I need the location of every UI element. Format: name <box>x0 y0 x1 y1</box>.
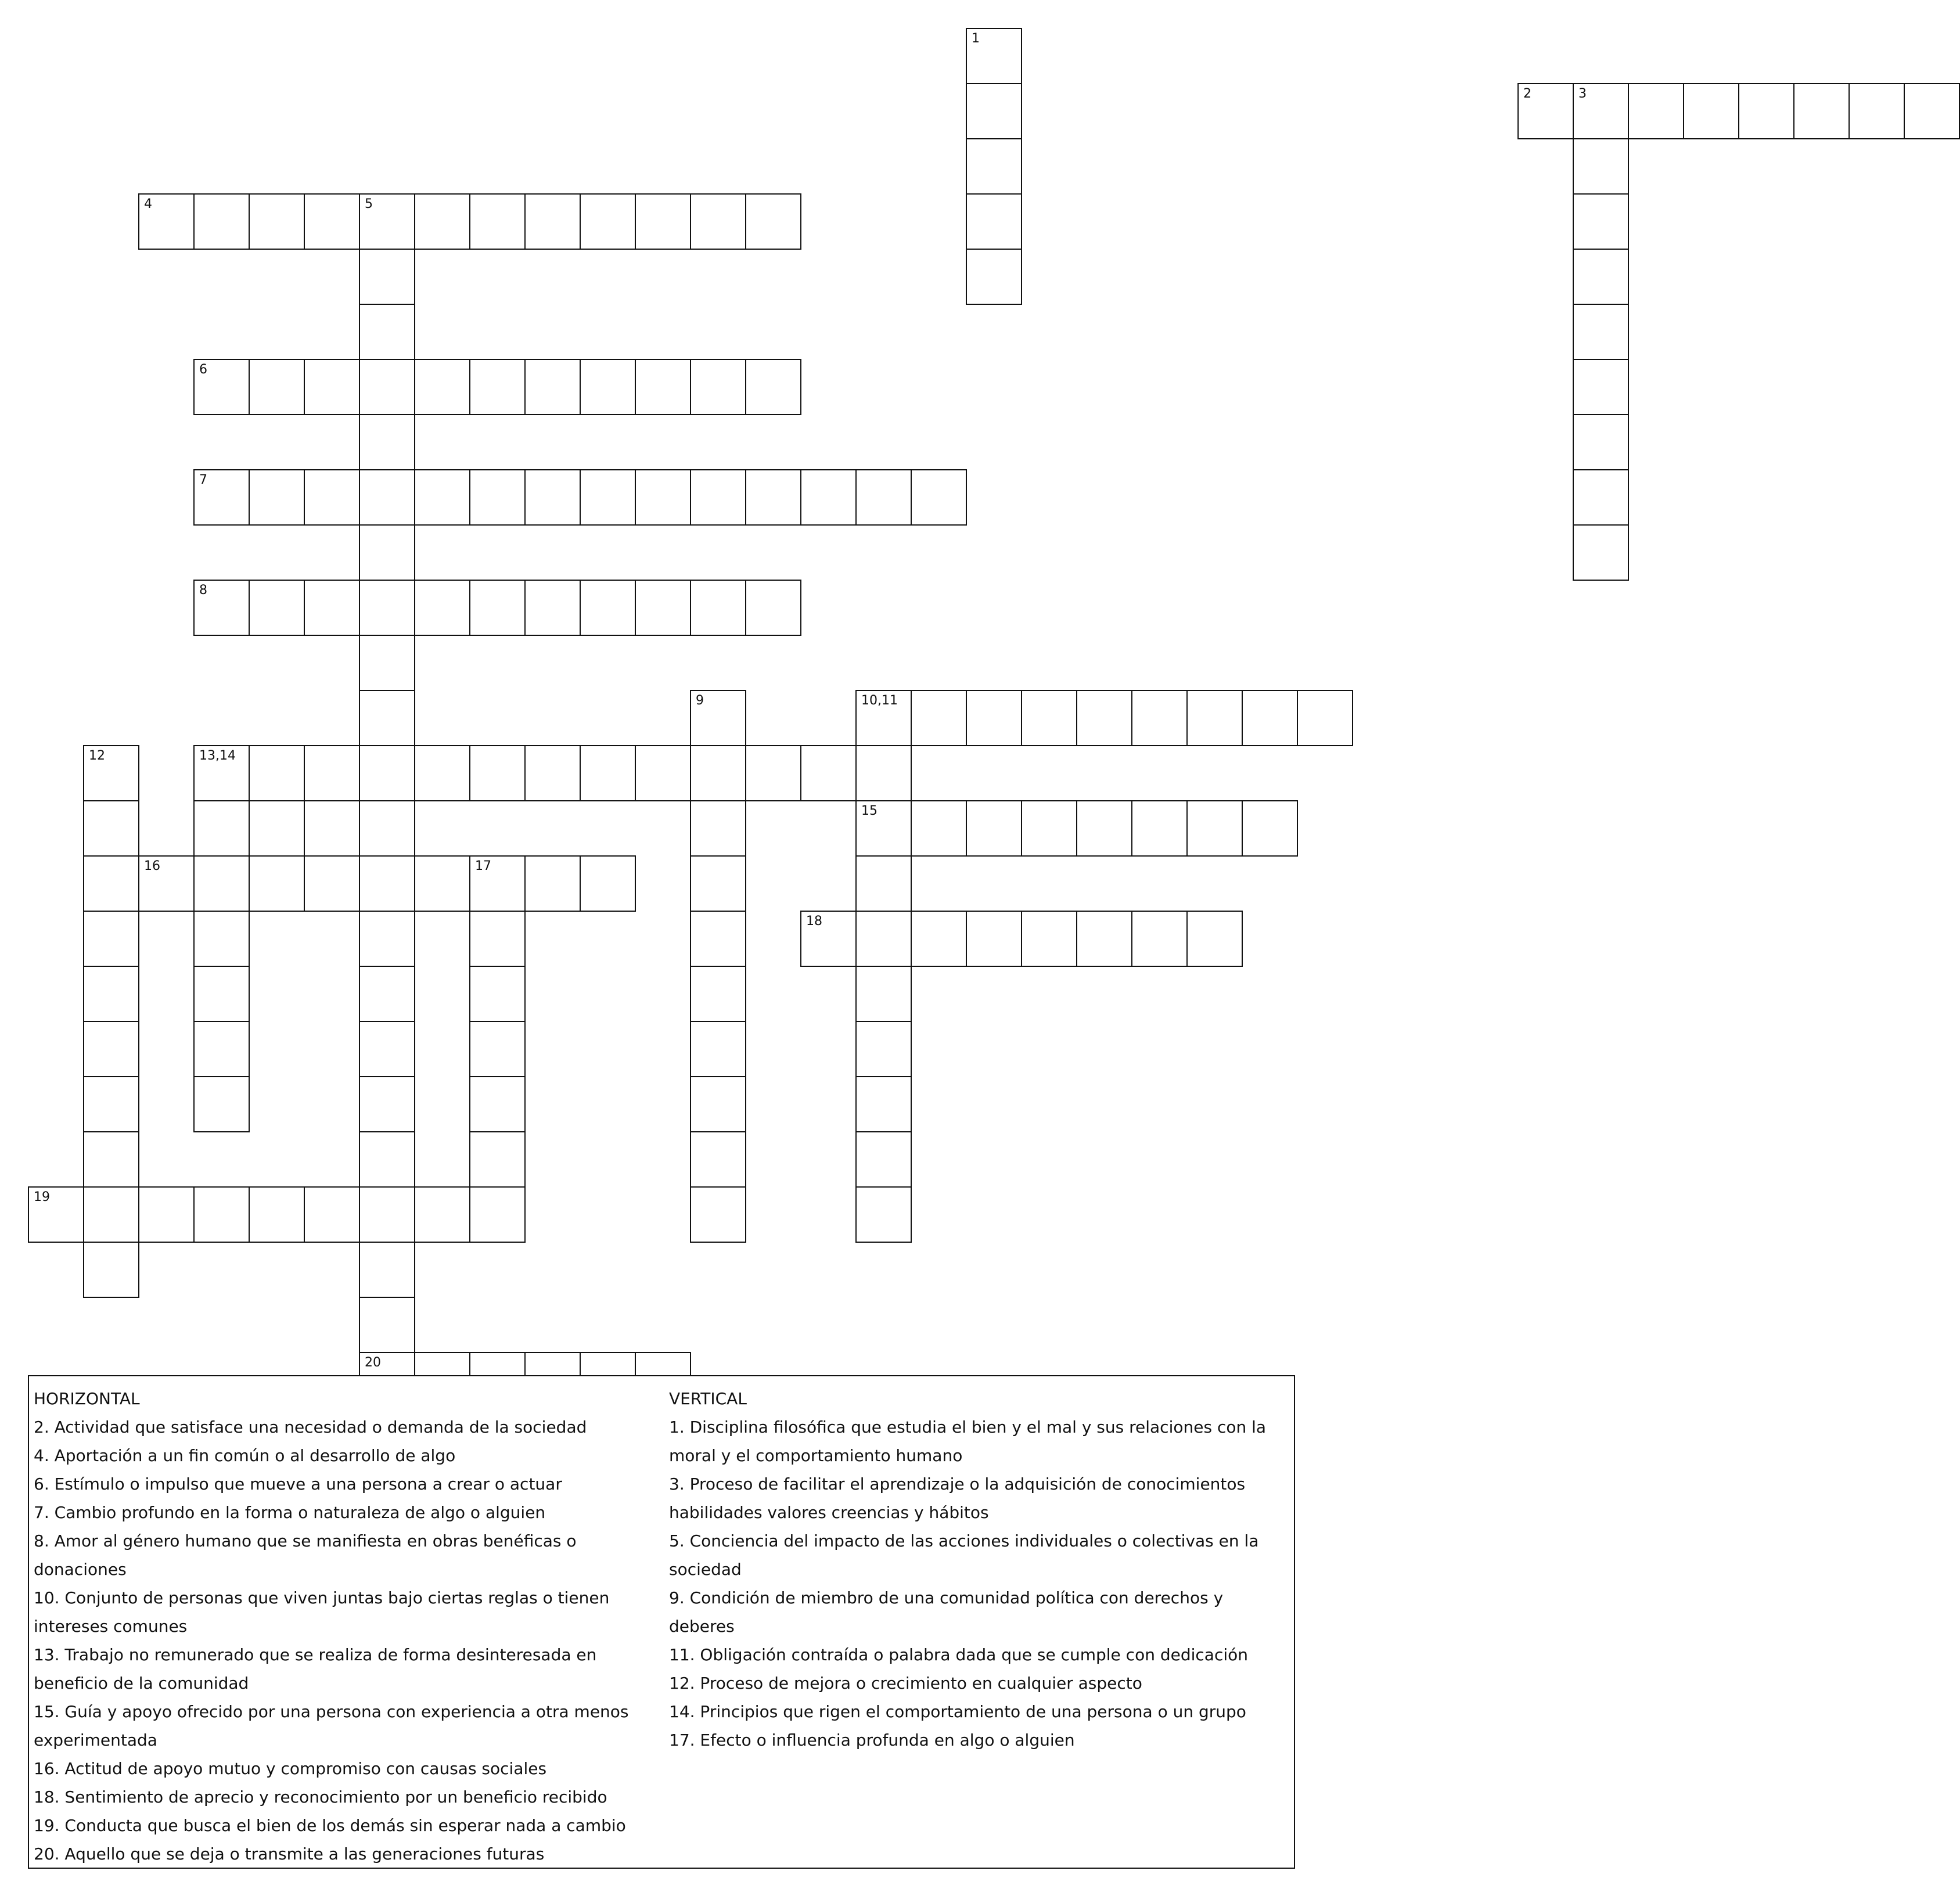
crossword-cell[interactable] <box>580 359 636 415</box>
crossword-cell[interactable] <box>359 745 415 801</box>
crossword-cell[interactable] <box>524 855 581 912</box>
crossword-cell[interactable] <box>359 1186 415 1243</box>
crossword-cell[interactable] <box>1021 911 1077 967</box>
vertical-heading: VERTICAL <box>669 1389 747 1408</box>
crossword-cell[interactable] <box>414 855 470 912</box>
horizontal-clue: 6. Estímulo o impulso que mueve a una persona a crear o actuar <box>34 1474 562 1494</box>
clue-number: 18 <box>806 914 822 929</box>
crossword-cell[interactable] <box>745 193 801 250</box>
crossword-cell[interactable] <box>1076 911 1132 967</box>
crossword-cell[interactable] <box>193 469 250 526</box>
crossword-cell[interactable] <box>1573 304 1629 360</box>
crossword-cell[interactable] <box>1021 800 1077 857</box>
crossword-cell[interactable] <box>83 1021 139 1077</box>
clue-number: 12 <box>89 749 105 763</box>
vertical-clue: 5. Conciencia del impacto de las acciones individuales o colectivas en la sociedad <box>669 1531 1259 1579</box>
crossword-cell[interactable] <box>580 580 636 636</box>
crossword-cell[interactable] <box>580 855 636 912</box>
crossword-cell[interactable] <box>469 1076 526 1132</box>
crossword-cell[interactable] <box>1021 690 1077 746</box>
crossword-cell[interactable] <box>83 1131 139 1188</box>
crossword-cell[interactable] <box>138 193 195 250</box>
crossword-cell[interactable] <box>83 855 139 912</box>
crossword-cell[interactable] <box>524 580 581 636</box>
crossword-cell[interactable] <box>359 1297 415 1353</box>
crossword-cell[interactable] <box>855 1186 912 1243</box>
crossword-cell[interactable] <box>690 690 746 746</box>
crossword-cell[interactable] <box>469 745 526 801</box>
crossword-cell[interactable] <box>1904 83 1960 139</box>
crossword-cell[interactable] <box>524 193 581 250</box>
crossword-cell[interactable] <box>911 911 967 967</box>
crossword-cell[interactable] <box>690 469 746 526</box>
crossword-cell[interactable] <box>414 469 470 526</box>
horizontal-clue: 13. Trabajo no remunerado que se realiza de forma desinteresada en beneficio de la comunidad <box>34 1645 597 1693</box>
crossword-cell[interactable] <box>193 745 250 801</box>
horizontal-clues <box>34 1384 661 1868</box>
crossword-cell[interactable] <box>359 855 415 912</box>
crossword-cell[interactable] <box>193 855 250 912</box>
crossword-cell[interactable] <box>469 193 526 250</box>
crossword-cell[interactable] <box>580 745 636 801</box>
crossword-cell[interactable] <box>304 855 360 912</box>
clue-number: 4 <box>144 197 152 211</box>
crossword-cell[interactable] <box>304 193 360 250</box>
crossword-cell[interactable] <box>690 745 746 801</box>
horizontal-clue: 4. Aportación a un fin común o al desarrollo de algo <box>34 1446 456 1465</box>
crossword-cell[interactable] <box>359 1131 415 1188</box>
crossword-cell[interactable] <box>414 193 470 250</box>
crossword-cell[interactable] <box>469 966 526 1022</box>
crossword-cell[interactable] <box>304 580 360 636</box>
crossword-cell[interactable] <box>414 359 470 415</box>
horizontal-clue: 20. Aquello que se deja o transmite a las generaciones futuras <box>34 1844 545 1864</box>
clue-number: 16 <box>144 859 160 873</box>
crossword-cell[interactable] <box>359 800 415 857</box>
crossword-cell[interactable] <box>138 1186 195 1243</box>
clue-number: 3 <box>1578 87 1587 101</box>
crossword-cell[interactable] <box>249 855 305 912</box>
crossword-cell[interactable] <box>800 745 857 801</box>
crossword-cell[interactable] <box>635 193 691 250</box>
crossword-cell[interactable] <box>359 469 415 526</box>
crossword-cell[interactable] <box>249 745 305 801</box>
clue-panel <box>28 1375 1295 1869</box>
crossword-cell[interactable] <box>249 359 305 415</box>
vertical-clues <box>669 1384 1290 1754</box>
crossword-cell[interactable] <box>193 1186 250 1243</box>
crossword-cell[interactable] <box>249 193 305 250</box>
crossword-cell[interactable] <box>469 855 526 912</box>
crossword-cell[interactable] <box>855 1131 912 1188</box>
crossword-cell[interactable] <box>83 966 139 1022</box>
crossword-cell[interactable] <box>745 745 801 801</box>
crossword-cell[interactable] <box>1848 83 1905 139</box>
crossword-cell[interactable] <box>359 1076 415 1132</box>
crossword-cell[interactable] <box>580 193 636 250</box>
crossword-cell[interactable] <box>966 911 1022 967</box>
crossword-cell[interactable] <box>911 800 967 857</box>
crossword-cell[interactable] <box>690 580 746 636</box>
crossword-cell[interactable] <box>855 800 912 857</box>
crossword-cell[interactable] <box>1573 138 1629 195</box>
crossword-cell[interactable] <box>193 1021 250 1077</box>
crossword-cell[interactable] <box>524 359 581 415</box>
crossword-cell[interactable] <box>911 469 967 526</box>
crossword-cell[interactable] <box>690 800 746 857</box>
crossword-cell[interactable] <box>83 1076 139 1132</box>
clue-number: 5 <box>365 197 373 211</box>
crossword-cell[interactable] <box>1517 83 1574 139</box>
crossword-cell[interactable] <box>83 745 139 801</box>
crossword-cell[interactable] <box>193 193 250 250</box>
crossword-cell[interactable] <box>1573 249 1629 305</box>
crossword-cell[interactable] <box>304 359 360 415</box>
crossword-cell[interactable] <box>690 966 746 1022</box>
crossword-cell[interactable] <box>304 469 360 526</box>
crossword-cell[interactable] <box>635 580 691 636</box>
crossword-cell[interactable] <box>1573 469 1629 526</box>
crossword-cell[interactable] <box>304 1186 360 1243</box>
crossword-cell[interactable] <box>855 690 912 746</box>
crossword-cell[interactable] <box>414 580 470 636</box>
crossword-cell[interactable] <box>966 138 1022 195</box>
crossword-cell[interactable] <box>1793 83 1850 139</box>
crossword-cell[interactable] <box>469 580 526 636</box>
crossword-cell[interactable] <box>469 469 526 526</box>
crossword-cell[interactable] <box>855 966 912 1022</box>
vertical-clue: 12. Proceso de mejora o crecimiento en cualquier aspecto <box>669 1674 1142 1693</box>
crossword-cell[interactable] <box>580 469 636 526</box>
crossword-cell[interactable] <box>1131 911 1188 967</box>
clue-number: 20 <box>365 1355 381 1370</box>
crossword-cell[interactable] <box>359 580 415 636</box>
horizontal-clue: 8. Amor al género humano que se manifiesta en obras benéficas o donaciones <box>34 1531 577 1579</box>
clue-number: 17 <box>475 859 491 873</box>
crossword-cell[interactable] <box>193 800 250 857</box>
crossword-cell[interactable] <box>966 800 1022 857</box>
crossword-cell[interactable] <box>304 745 360 801</box>
crossword-cell[interactable] <box>138 855 195 912</box>
crossword-cell[interactable] <box>690 1021 746 1077</box>
crossword-cell[interactable] <box>359 911 415 967</box>
crossword-cell[interactable] <box>745 469 801 526</box>
crossword-cell[interactable] <box>359 193 415 250</box>
crossword-cell[interactable] <box>635 359 691 415</box>
crossword-cell[interactable] <box>1186 800 1243 857</box>
clue-number: 13,14 <box>199 749 236 763</box>
crossword-cell[interactable] <box>745 359 801 415</box>
crossword-cell[interactable] <box>690 193 746 250</box>
crossword-cell[interactable] <box>1186 911 1243 967</box>
crossword-cell[interactable] <box>469 911 526 967</box>
crossword-cell[interactable] <box>193 911 250 967</box>
crossword-cell[interactable] <box>1628 83 1684 139</box>
crossword-cell[interactable] <box>414 1186 470 1243</box>
crossword-cell[interactable] <box>524 745 581 801</box>
crossword-cell[interactable] <box>1242 690 1298 746</box>
crossword-cell[interactable] <box>249 580 305 636</box>
horizontal-clue: 19. Conducta que busca el bien de los demás sin esperar nada a cambio <box>34 1816 626 1835</box>
crossword-cell[interactable] <box>83 800 139 857</box>
horizontal-clue: 10. Conjunto de personas que viven juntas bajo ciertas reglas o tienen intereses comunes <box>34 1588 610 1636</box>
crossword-cell[interactable] <box>193 966 250 1022</box>
crossword-cell[interactable] <box>469 1186 526 1243</box>
clue-number: 6 <box>199 362 207 377</box>
horizontal-clue: 16. Actitud de apoyo mutuo y compromiso con causas sociales <box>34 1759 547 1778</box>
vertical-clue: 11. Obligación contraída o palabra dada que se cumple con dedicación <box>669 1645 1249 1664</box>
crossword-cell[interactable] <box>966 249 1022 305</box>
clue-number: 19 <box>34 1190 50 1204</box>
crossword-cell[interactable] <box>966 28 1022 84</box>
clue-number: 7 <box>199 473 207 487</box>
crossword-cell[interactable] <box>966 193 1022 250</box>
crossword-cell[interactable] <box>469 359 526 415</box>
vertical-clue: 17. Efecto o influencia profunda en algo o alguien <box>669 1731 1075 1750</box>
crossword-cell[interactable] <box>83 1186 139 1243</box>
crossword-cell[interactable] <box>193 359 250 415</box>
clue-number: 9 <box>696 693 704 708</box>
crossword-cell[interactable] <box>1573 359 1629 415</box>
vertical-clue: 14. Principios que rigen el comportamiento de una persona o un grupo <box>669 1702 1246 1721</box>
horizontal-clue: 18. Sentimiento de aprecio y reconocimiento por un beneficio recibido <box>34 1787 607 1807</box>
vertical-clue: 9. Condición de miembro de una comunidad política con derechos y deberes <box>669 1588 1224 1636</box>
horizontal-clue: 2. Actividad que satisface una necesidad o demanda de la sociedad <box>34 1418 587 1437</box>
crossword-cell[interactable] <box>855 745 912 801</box>
crossword-cell[interactable] <box>1573 193 1629 250</box>
crossword-cell[interactable] <box>359 690 415 746</box>
crossword-cell[interactable] <box>690 911 746 967</box>
vertical-clue: 1. Disciplina filosófica que estudia el bien y el mal y sus relaciones con la moral y el comportamiento humano <box>669 1418 1267 1465</box>
crossword-cell[interactable] <box>745 580 801 636</box>
crossword-cell[interactable] <box>966 690 1022 746</box>
clue-number: 8 <box>199 583 207 598</box>
crossword-cell[interactable] <box>414 745 470 801</box>
clue-number: 15 <box>861 804 877 818</box>
crossword-cell[interactable] <box>690 1076 746 1132</box>
crossword-cell[interactable] <box>359 1242 415 1298</box>
crossword-cell[interactable] <box>249 800 305 857</box>
crossword-cell[interactable] <box>359 1021 415 1077</box>
crossword-cell[interactable] <box>359 966 415 1022</box>
vertical-clue: 3. Proceso de facilitar el aprendizaje o la adquisición de conocimientos habilidades valores creencias y hábitos <box>669 1474 1246 1522</box>
crossword-cell[interactable] <box>83 1242 139 1298</box>
crossword-cell[interactable] <box>1131 690 1188 746</box>
crossword-cell[interactable] <box>359 359 415 415</box>
crossword-cell[interactable] <box>1573 524 1629 581</box>
horizontal-clue: 7. Cambio profundo en la forma o naturaleza de algo o alguien <box>34 1503 546 1522</box>
crossword-cell[interactable] <box>469 1021 526 1077</box>
horizontal-clue: 15. Guía y apoyo ofrecido por una persona con experiencia a otra menos experimentada <box>34 1702 629 1750</box>
crossword-cell[interactable] <box>855 855 912 912</box>
crossword-cell[interactable] <box>249 1186 305 1243</box>
crossword-cell[interactable] <box>800 469 857 526</box>
crossword-cell[interactable] <box>690 1186 746 1243</box>
crossword-cell[interactable] <box>359 249 415 305</box>
crossword-cell[interactable] <box>855 1076 912 1132</box>
crossword-cell[interactable] <box>28 1186 84 1243</box>
crossword-cell[interactable] <box>1573 414 1629 470</box>
crossword-cell[interactable] <box>1186 690 1243 746</box>
crossword-cell[interactable] <box>635 469 691 526</box>
crossword-cell[interactable] <box>193 580 250 636</box>
crossword-cell[interactable] <box>855 1021 912 1077</box>
crossword-cell[interactable] <box>855 911 912 967</box>
crossword-cell[interactable] <box>359 304 415 360</box>
crossword-cell[interactable] <box>966 83 1022 139</box>
horizontal-heading: HORIZONTAL <box>34 1389 140 1408</box>
crossword-cell[interactable] <box>855 469 912 526</box>
crossword-cell[interactable] <box>359 524 415 581</box>
crossword-cell[interactable] <box>249 469 305 526</box>
crossword-cell[interactable] <box>524 469 581 526</box>
clue-number: 1 <box>972 31 980 46</box>
crossword-cell[interactable] <box>690 1131 746 1188</box>
crossword-cell[interactable] <box>1131 800 1188 857</box>
crossword-cell[interactable] <box>1076 690 1132 746</box>
clue-number: 2 <box>1523 87 1531 101</box>
crossword-cell[interactable] <box>800 911 857 967</box>
crossword-cell[interactable] <box>1076 800 1132 857</box>
crossword-cell[interactable] <box>635 745 691 801</box>
crossword-cell[interactable] <box>690 359 746 415</box>
clue-number: 10,11 <box>861 693 898 708</box>
crossword-cell[interactable] <box>1573 83 1629 139</box>
crossword-cell[interactable] <box>1242 800 1298 857</box>
crossword-cell[interactable] <box>1683 83 1739 139</box>
crossword-cell[interactable] <box>83 911 139 967</box>
crossword-cell[interactable] <box>1738 83 1794 139</box>
crossword-cell[interactable] <box>193 1076 250 1132</box>
crossword-cell[interactable] <box>359 414 415 470</box>
crossword-cell[interactable] <box>359 635 415 691</box>
crossword-cell[interactable] <box>1297 690 1353 746</box>
crossword-cell[interactable] <box>469 1131 526 1188</box>
crossword-cell[interactable] <box>690 855 746 912</box>
crossword-cell[interactable] <box>911 690 967 746</box>
